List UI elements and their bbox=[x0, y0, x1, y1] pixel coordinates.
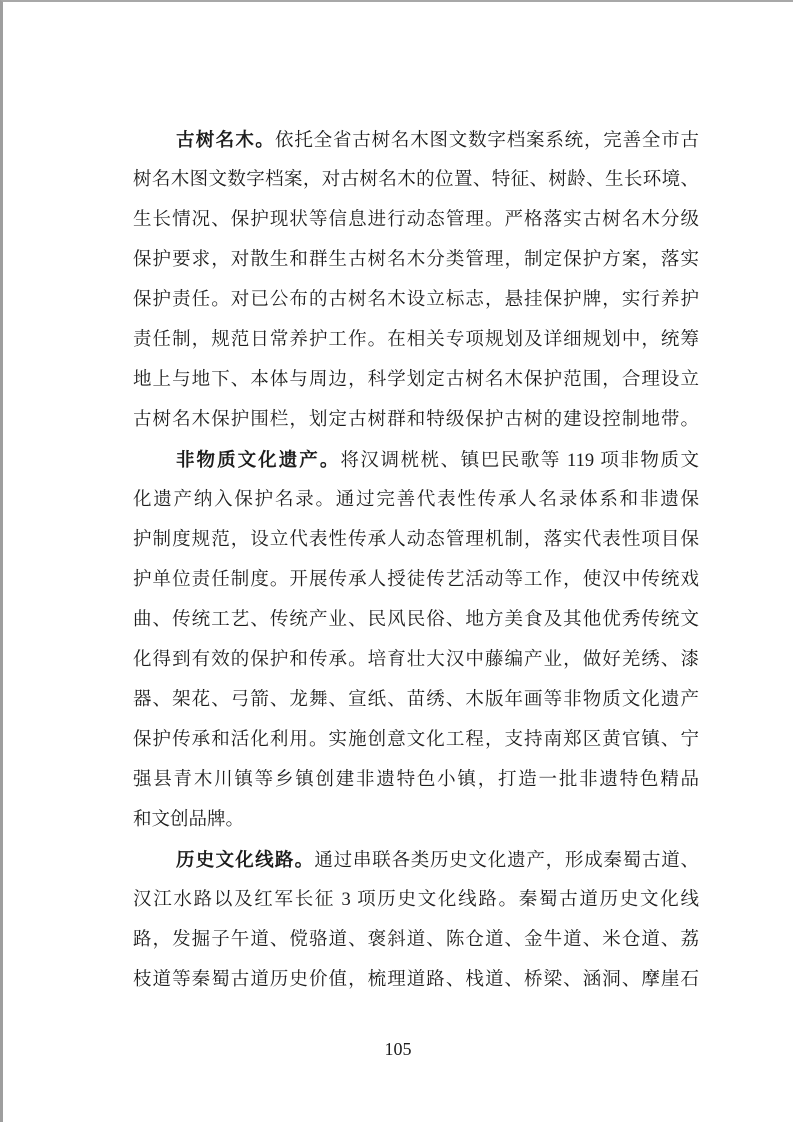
text-line: 和文创品牌。 bbox=[133, 810, 245, 830]
text-line: 化得到有效的保护和传承。培育壮大汉中藤编产业，做好羌绣、漆 bbox=[133, 650, 699, 670]
text-line bbox=[133, 120, 699, 160]
text-line: 地上与地下、本体与周边，科学划定古树名木保护范围，合理设立 bbox=[133, 370, 699, 390]
text-line: 强县青木川镇等乡镇创建非遗特色小镇，打造一批非遗特色精品 bbox=[133, 770, 699, 790]
text-line bbox=[133, 840, 699, 880]
text-line: 树名木图文数字档案，对古树名木的位置、特征、树龄、生长环境、 bbox=[133, 170, 699, 190]
paragraph-historic-routes bbox=[133, 840, 699, 1000]
text-line: 古树名木保护围栏，划定古树群和特级保护古树的建设控制地带。 bbox=[133, 410, 699, 430]
text-line: 生长情况、保护现状等信息进行动态管理。严格落实古树名木分级 bbox=[133, 210, 699, 230]
text-line: 护制度规范，设立代表性传承人动态管理机制，落实代表性项目保 bbox=[133, 530, 699, 550]
paragraph-lead: 古树名木。 bbox=[176, 129, 276, 150]
paragraph-intangible-heritage bbox=[133, 440, 699, 840]
text-line: 责任制，规范日常养护工作。在相关专项规划及详细规划中，统筹 bbox=[133, 330, 699, 350]
paragraph-lead: 非物质文化遗产。 bbox=[176, 449, 341, 470]
paragraph-lead: 历史文化线路。 bbox=[176, 849, 315, 870]
text-line: 枝道等秦蜀古道历史价值，梳理道路、栈道、桥梁、涵洞、摩崖石 bbox=[133, 970, 699, 990]
text-run: 将汉调桄桄、镇巴民歌等 119 项非物质文 bbox=[340, 451, 699, 471]
text-line: 保护传承和活化利用。实施创意文化工程，支持南郑区黄官镇、宁 bbox=[133, 730, 699, 750]
text-line: 汉江水路以及红军长征 3 项历史文化线路。秦蜀古道历史文化线 bbox=[133, 890, 699, 910]
text-body bbox=[133, 120, 699, 1000]
text-line bbox=[133, 440, 699, 480]
text-line: 器、架花、弓箭、龙舞、宣纸、苗绣、木版年画等非物质文化遗产 bbox=[133, 690, 699, 710]
text-line: 保护责任。对已公布的古树名木设立标志，悬挂保护牌，实行养护 bbox=[133, 290, 699, 310]
text-line: 曲、传统工艺、传统产业、民风民俗、地方美食及其他优秀传统文 bbox=[133, 610, 699, 630]
text-run: 通过串联各类历史文化遗产，形成秦蜀古道、 bbox=[314, 851, 699, 871]
text-line: 保护要求，对散生和群生古树名木分类管理，制定保护方案，落实 bbox=[133, 250, 699, 270]
paragraph-ancient-trees bbox=[133, 120, 699, 440]
text-run: 依托全省古树名木图文数字档案系统，完善全市古 bbox=[275, 131, 699, 151]
text-line: 护单位责任制度。开展传承人授徒传艺活动等工作，使汉中传统戏 bbox=[133, 570, 699, 590]
text-line: 路，发掘子午道、傥骆道、褒斜道、陈仓道、金牛道、米仓道、荔 bbox=[133, 930, 699, 950]
text-line: 化遗产纳入保护名录。通过完善代表性传承人名录体系和非遗保 bbox=[133, 490, 699, 510]
page-number: 105 bbox=[384, 1039, 412, 1059]
